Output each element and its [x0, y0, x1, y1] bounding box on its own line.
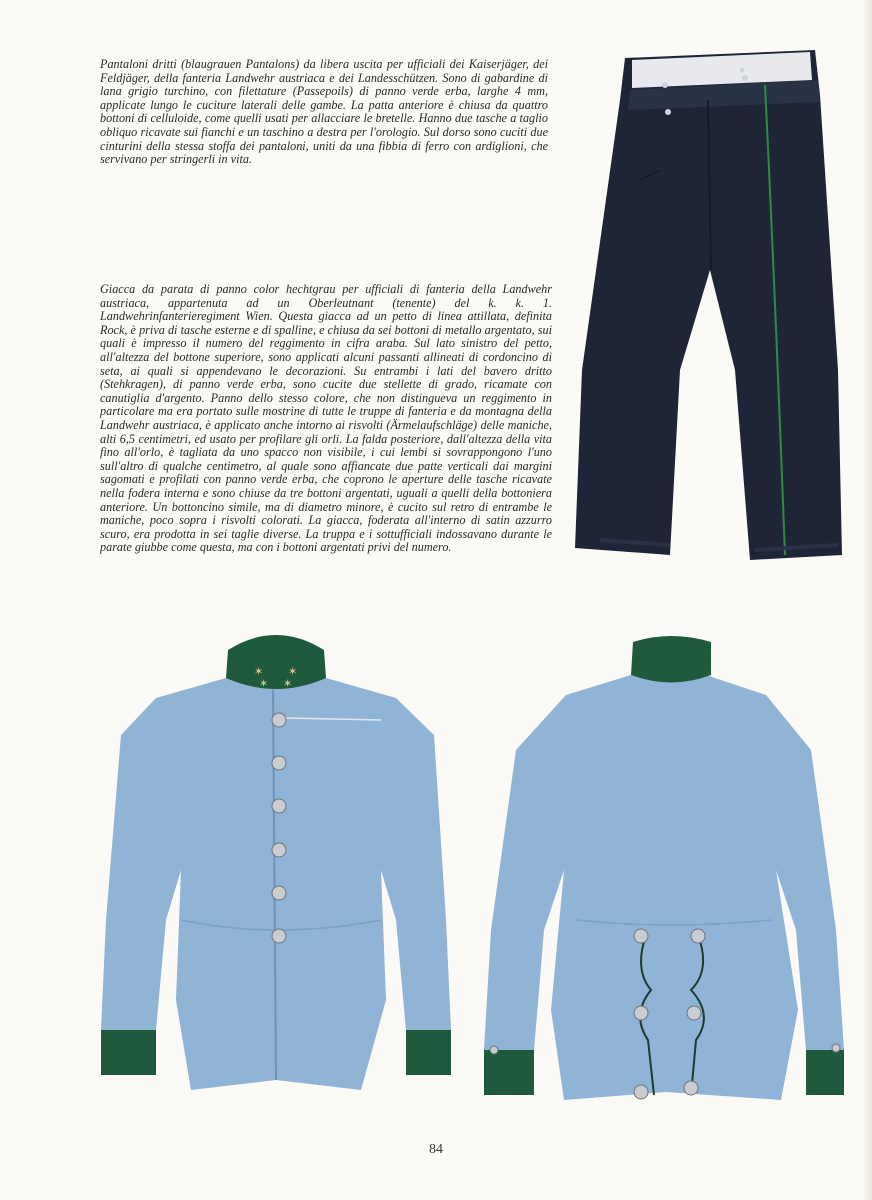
svg-text:✶: ✶: [288, 665, 298, 678]
svg-text:✶: ✶: [283, 677, 293, 690]
jacket-caption: Giacca da parata di panno color hechtgrau per ufficiali di fanteria della Landwehr austriaca, appartenuta ad un Oberleutnant (tenente) del k. k. 1. Landwehrinfanterieregiment Wien. Questa giacca ad un petto di linea attillata, definita Rock, è priva di tasche esterne e di spalline, e chiusa da sei bottoni di metallo argentato, sui quali è impresso il numero del reggimento in cifra araba. Sul lato sinistro del petto, all'altezza del bottone superiore, sono applicati alcuni passanti allineati di cordoncino di seta, ai quali si appendevano le decorazioni. Su entrambi i lati del bavero dritto (Stehkragen), di panno verde erba, sono cucite due stellette di grado, ricamate con canutiglia d'argento. Panno dello stesso colore, che non distingueva un reggimento in particolare ma era portato sulle mostrine di tutte le truppe di fanteria e da montagna della Landwehr austriaca, è applicato anche intorno ai risvolti (Ärmelaufschläge) delle maniche, alti 6,5 centimetri, ed usato per profilare gli orli. La falda posteriore, dall'altezza della vita fino all'orlo, è tagliata da uno spacco non visibile, i cui lembi si sovrappongono l'uno sull'altro di qualche centimetro, al quale sono affiancate due patte verticali dai margini sagomati e profilati con panno verde erba, che coprono le aperture delle tasche ricavate nella fodera interna e sono chiuse da tre bottoni argentati, uguali a quelli della bottoniera anteriore. Un bottoncino simile, ma di diametro minore, è cucito sul retro di entrambe le maniche, poco sopra i risvolti colorati. La giacca, foderata all'interno di satin azzurro scuro, era prodotta in sei taglie diverse. La truppa e i sottufficiali indossavano durante le parate giubbe come questa, ma con i bottoni argentati privi del numero.: [100, 282, 552, 555]
page-number: 84: [429, 1142, 443, 1157]
trousers-caption: Pantaloni dritti (blaugrauen Pantalons) da libera uscita per ufficiali dei Kaiserjäger, dei Feldjäger, della fanteria Landwehr austriaca e dei Landesschützen. Sono di gabardine di lana grigio turchino, con filettature (Passepoils) di panno verde erba, larghe 4 mm, applicate lungo le cuciture laterali delle gambe. La patta anteriore è chiusa da quattro bottoni di celluloide, come quelli usati per allacciare le bretelle. Hanno due tasche a taglio obliquo ricavate sui fianchi e un taschino a destra per l'orologio. Sul dorso sono cuciti due cinturini della stessa stoffa dei pantaloni, uniti da una fibbia di ferro con ardiglioni, che servivano per stringerli in vita.: [100, 57, 548, 167]
jacket-front-photo: [96, 620, 458, 1110]
trousers-photo: [570, 40, 852, 570]
jacket-back-photo: [476, 630, 848, 1115]
svg-text:✶: ✶: [254, 665, 264, 678]
page-edge: [862, 0, 872, 1200]
svg-text:✶: ✶: [259, 677, 269, 690]
